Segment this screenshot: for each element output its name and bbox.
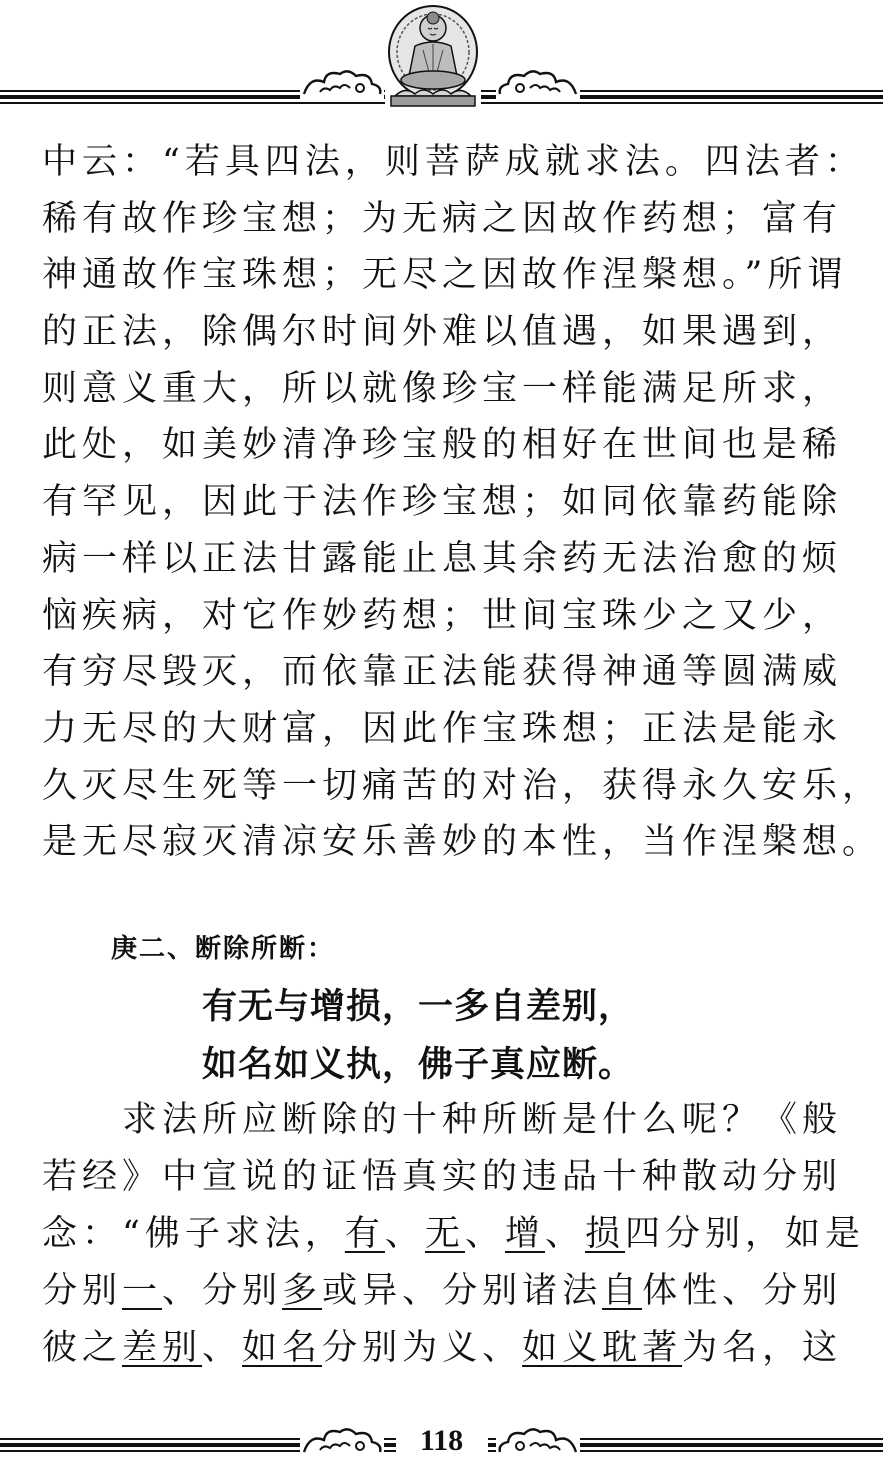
text-run: 或异、分别诸法 bbox=[322, 1271, 603, 1311]
cloud-ornament-right-icon bbox=[496, 66, 580, 100]
text-run: 、 bbox=[384, 1214, 425, 1254]
page-header bbox=[0, 0, 883, 112]
body-line: 则意义重大，所以就像珍宝一样能满足所求， bbox=[42, 368, 843, 409]
body-line: 中云：“若具四法，则菩萨成就求法。四法者： bbox=[42, 142, 865, 182]
page-number: 118 bbox=[419, 1424, 464, 1457]
text-run: 、分别 bbox=[162, 1271, 283, 1311]
underlined-term: 自 bbox=[602, 1271, 643, 1311]
body-line: 有穷尽毁灭，而依靠正法能获得神通等圆满威 bbox=[42, 652, 843, 693]
underlined-term: 如名 bbox=[242, 1328, 323, 1368]
body-paragraph bbox=[42, 134, 883, 871]
body-line: 病一样以正法甘露能止息其余药无法治愈的烦 bbox=[42, 538, 843, 579]
commentary-line: 若经》中宣说的证悟真实的违品十种散动分别 bbox=[42, 1157, 843, 1197]
body-line: 的正法，除偶尔时间外难以值遇，如果遇到， bbox=[42, 312, 843, 353]
commentary-paragraph bbox=[42, 1092, 866, 1377]
underlined-term: 损 bbox=[585, 1214, 626, 1254]
text-run: 分别为义、 bbox=[322, 1328, 523, 1368]
underlined-term: 差别 bbox=[122, 1328, 203, 1368]
text-run: 、 bbox=[544, 1214, 585, 1254]
underlined-term: 增 bbox=[504, 1214, 545, 1254]
body-line: 力无尽的大财富，因此作宝珠想；正法是能永 bbox=[42, 708, 843, 749]
underlined-term: 多 bbox=[282, 1271, 323, 1311]
text-run: 体性、分别 bbox=[642, 1271, 843, 1311]
commentary-line: 求法所应断除的十种所断是什么呢？《般 bbox=[42, 1100, 843, 1140]
cloud-ornament-left-icon bbox=[300, 66, 384, 100]
text-run: 念：“佛子求法， bbox=[42, 1214, 345, 1254]
text-run: 、 bbox=[464, 1214, 505, 1254]
verse-line-2: 如名如义执，佛子真应断。 bbox=[202, 1045, 635, 1085]
verse-line-1: 有无与增损，一多自差别， bbox=[202, 987, 635, 1027]
text-run: 彼之 bbox=[42, 1328, 123, 1368]
commentary-line bbox=[42, 1206, 866, 1263]
underlined-term: 无 bbox=[424, 1214, 465, 1254]
text-run: 分别 bbox=[42, 1271, 123, 1311]
commentary-line bbox=[42, 1320, 842, 1377]
body-line: 稀有故作珍宝想；为无病之因故作药想；富有 bbox=[42, 198, 843, 239]
body-line: 有罕见，因此于法作珍宝想；如同依靠药能除 bbox=[42, 482, 843, 523]
underlined-term: 有 bbox=[344, 1214, 385, 1254]
body-line: 此处，如美妙清净珍宝般的相好在世间也是稀 bbox=[42, 425, 843, 466]
body-line: 神通故作宝珠想；无尽之因故作涅槃想。”所谓 bbox=[42, 255, 848, 296]
body-line: 久灭尽生死等一切痛苦的对治，获得永久安乐， bbox=[42, 765, 883, 806]
underlined-term: 如义耽著 bbox=[522, 1328, 683, 1368]
body-line: 恼疾病，对它作妙药想；世间宝珠少之又少， bbox=[42, 595, 843, 636]
commentary-line bbox=[42, 1263, 842, 1320]
text-run: 为名，这 bbox=[682, 1328, 843, 1368]
buddha-figure-icon bbox=[385, 2, 481, 108]
underlined-term: 一 bbox=[122, 1271, 163, 1311]
body-line: 是无尽寂灭清凉安乐善妙的本性，当作涅槃想。 bbox=[42, 822, 883, 863]
text-run: 、 bbox=[202, 1328, 243, 1368]
text-run: 四分别，如是 bbox=[625, 1214, 866, 1254]
section-heading: 庚二、断除所断： bbox=[111, 934, 336, 964]
